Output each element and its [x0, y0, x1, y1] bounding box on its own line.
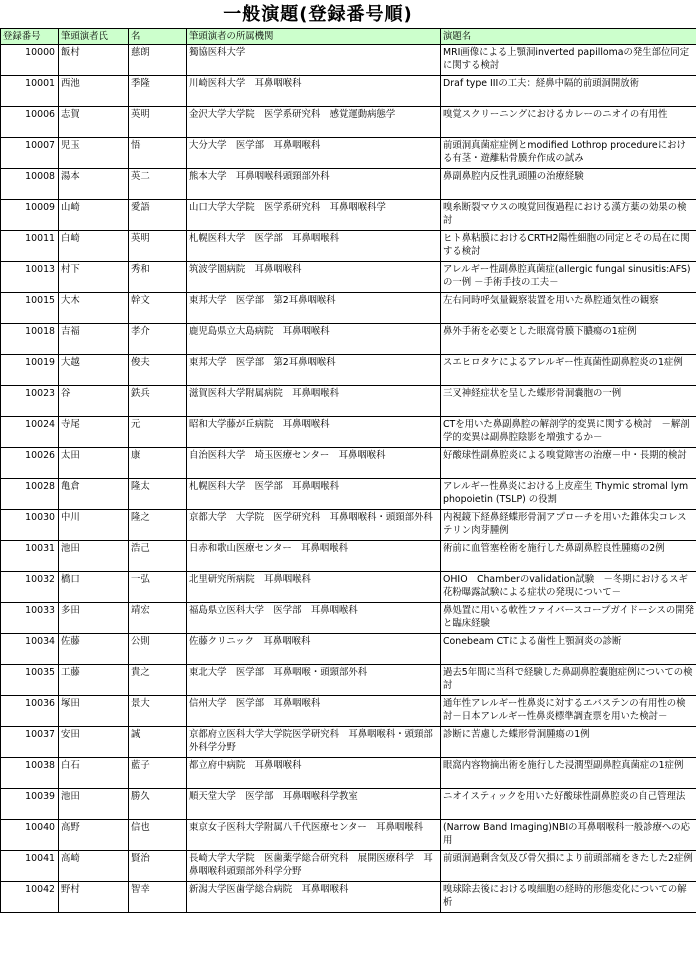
- cell-last-name: 飯村: [59, 45, 129, 76]
- cell-first-name: 英明: [129, 107, 187, 138]
- page-title: [0, 2, 696, 28]
- cell-number: 10019: [1, 355, 59, 386]
- cell-number: 10026: [1, 448, 59, 479]
- cell-topic: ニオイスティックを用いた好酸球性副鼻腔炎の自己管理法: [441, 789, 696, 820]
- table-row: [1, 355, 696, 386]
- cell-affiliation: 昭和大学藤が丘病院 耳鼻咽喉科: [187, 417, 441, 448]
- cell-affiliation: 獨協医科大学: [187, 45, 441, 76]
- cell-last-name: 亀倉: [59, 479, 129, 510]
- table-row: [1, 851, 696, 882]
- cell-topic: 嗅糸断裂マウスの嗅覚回復過程における漢方薬の効果の検討: [441, 200, 696, 231]
- cell-first-name: 一弘: [129, 572, 187, 603]
- cell-last-name: 大越: [59, 355, 129, 386]
- cell-last-name: 高野: [59, 820, 129, 851]
- table-row: [1, 417, 696, 448]
- cell-first-name: 康: [129, 448, 187, 479]
- table-row: [1, 789, 696, 820]
- cell-affiliation: 東邦大学 医学部 第2耳鼻咽喉科: [187, 355, 441, 386]
- cell-number: 10036: [1, 696, 59, 727]
- cell-affiliation: 鹿児島県立大島病院 耳鼻咽喉科: [187, 324, 441, 355]
- cell-first-name: 俊夫: [129, 355, 187, 386]
- cell-affiliation: 長崎大学大学院 医歯薬学総合研究科 展開医療科学 耳鼻咽喉科頭頸部外科学分野: [187, 851, 441, 882]
- cell-affiliation: 山口大学大学院 医学系研究科 耳鼻咽喉科学: [187, 200, 441, 231]
- cell-number: 10015: [1, 293, 59, 324]
- header-number: 登録番号: [1, 29, 59, 45]
- cell-affiliation: 北里研究所病院 耳鼻咽喉科: [187, 572, 441, 603]
- cell-affiliation: 東北大学 医学部 耳鼻咽喉・頭頸部外科: [187, 665, 441, 696]
- cell-affiliation: 新潟大学医歯学総合病院 耳鼻咽喉科: [187, 882, 441, 913]
- header-affiliation: 筆頭演者の所属機関: [187, 29, 441, 45]
- cell-last-name: 寺尾: [59, 417, 129, 448]
- cell-topic: アレルギー性鼻炎における上皮産生 Thymic stromal lymphopoietin (TSLP) の役割: [441, 479, 696, 510]
- table-row: [1, 510, 696, 541]
- cell-number: 10037: [1, 727, 59, 758]
- cell-number: 10018: [1, 324, 59, 355]
- cell-topic: 過去5年間に当科で経験した鼻副鼻腔嚢胞症例についての検討: [441, 665, 696, 696]
- cell-first-name: 鉄兵: [129, 386, 187, 417]
- cell-last-name: 志賀: [59, 107, 129, 138]
- cell-first-name: 誠: [129, 727, 187, 758]
- header-row: [1, 29, 696, 45]
- cell-last-name: 池田: [59, 789, 129, 820]
- table-row: [1, 758, 696, 789]
- cell-number: 10000: [1, 45, 59, 76]
- header-first-name: 名: [129, 29, 187, 45]
- cell-first-name: 悟: [129, 138, 187, 169]
- cell-number: 10028: [1, 479, 59, 510]
- cell-last-name: 白崎: [59, 231, 129, 262]
- cell-topic: 鼻外手術を必要とした眼窩骨膜下膿瘍の1症例: [441, 324, 696, 355]
- cell-topic: スエヒロタケによるアレルギー性真菌性副鼻腔炎の1症例: [441, 355, 696, 386]
- cell-first-name: 貴之: [129, 665, 187, 696]
- cell-topic: 診断に苦慮した蝶形骨洞腫瘍の1例: [441, 727, 696, 758]
- cell-topic: 前頭洞過剰含気及び骨欠損により前頭部痛をきたした2症例: [441, 851, 696, 882]
- cell-last-name: 安田: [59, 727, 129, 758]
- cell-last-name: 児玉: [59, 138, 129, 169]
- table-row: [1, 293, 696, 324]
- table-row: [1, 262, 696, 293]
- cell-affiliation: 東邦大学 医学部 第2耳鼻咽喉科: [187, 293, 441, 324]
- cell-first-name: 慈朗: [129, 45, 187, 76]
- cell-first-name: 元: [129, 417, 187, 448]
- table-row: [1, 386, 696, 417]
- cell-topic: 術前に血管塞栓術を施行した鼻副鼻腔良性腫瘍の2例: [441, 541, 696, 572]
- cell-topic: CTを用いた鼻副鼻腔の解剖学的変異に関する検討 －解剖学的変異は副鼻腔陰影を増強するか－: [441, 417, 696, 448]
- cell-first-name: 孝介: [129, 324, 187, 355]
- table-row: [1, 76, 696, 107]
- cell-last-name: 白石: [59, 758, 129, 789]
- cell-affiliation: 川崎医科大学 耳鼻咽喉科: [187, 76, 441, 107]
- cell-first-name: 智幸: [129, 882, 187, 913]
- table-row: [1, 603, 696, 634]
- table-row: [1, 231, 696, 262]
- cell-topic: 鼻処置に用いる軟性ファイバースコープガイドーシスの開発と臨床経験: [441, 603, 696, 634]
- cell-last-name: 中川: [59, 510, 129, 541]
- header-topic: 演題名: [441, 29, 696, 45]
- cell-last-name: 塚田: [59, 696, 129, 727]
- cell-number: 10039: [1, 789, 59, 820]
- table-row: [1, 200, 696, 231]
- cell-affiliation: 大分大学 医学部 耳鼻咽喉科: [187, 138, 441, 169]
- cell-first-name: 愛語: [129, 200, 187, 231]
- cell-topic: 好酸球性副鼻腔炎による嗅覚障害の治療－中・長期的検討: [441, 448, 696, 479]
- cell-topic: 嗅覚スクリーニングにおけるカレーのニオイの有用性: [441, 107, 696, 138]
- cell-last-name: 工藤: [59, 665, 129, 696]
- cell-last-name: 池田: [59, 541, 129, 572]
- cell-topic: Conebeam CTによる歯性上顎洞炎の診断: [441, 634, 696, 665]
- cell-number: 10008: [1, 169, 59, 200]
- table-row: [1, 727, 696, 758]
- cell-last-name: 吉福: [59, 324, 129, 355]
- table-row: [1, 820, 696, 851]
- cell-affiliation: 佐藤クリニック 耳鼻咽喉科: [187, 634, 441, 665]
- cell-number: 10038: [1, 758, 59, 789]
- cell-last-name: 湯本: [59, 169, 129, 200]
- cell-first-name: 靖宏: [129, 603, 187, 634]
- cell-last-name: 山崎: [59, 200, 129, 231]
- cell-first-name: 英二: [129, 169, 187, 200]
- cell-affiliation: 滋賀医科大学附属病院 耳鼻咽喉科: [187, 386, 441, 417]
- table-row: [1, 882, 696, 913]
- cell-first-name: 幹文: [129, 293, 187, 324]
- cell-affiliation: 京都大学 大学院 医学研究科 耳鼻咽喉科・頭頸部外科: [187, 510, 441, 541]
- cell-affiliation: 金沢大学大学院 医学系研究科 感覚運動病態学: [187, 107, 441, 138]
- table-row: [1, 479, 696, 510]
- abstract-table: [0, 28, 696, 913]
- table-row: [1, 324, 696, 355]
- cell-number: 10032: [1, 572, 59, 603]
- cell-number: 10035: [1, 665, 59, 696]
- cell-topic: ヒト鼻粘膜におけるCRTH2陽性細胞の同定とその局在に関する検討: [441, 231, 696, 262]
- cell-number: 10040: [1, 820, 59, 851]
- cell-topic: 眼窩内容物摘出術を施行した浸潤型副鼻腔真菌症の1症例: [441, 758, 696, 789]
- cell-first-name: 隆太: [129, 479, 187, 510]
- cell-affiliation: 札幌医科大学 医学部 耳鼻咽喉科: [187, 231, 441, 262]
- cell-affiliation: 都立府中病院 耳鼻咽喉科: [187, 758, 441, 789]
- cell-number: 10031: [1, 541, 59, 572]
- cell-number: 10011: [1, 231, 59, 262]
- cell-last-name: 橋口: [59, 572, 129, 603]
- cell-last-name: 西池: [59, 76, 129, 107]
- cell-affiliation: 札幌医科大学 医学部 耳鼻咽喉科: [187, 479, 441, 510]
- cell-first-name: 浩己: [129, 541, 187, 572]
- cell-number: 10041: [1, 851, 59, 882]
- cell-first-name: 信也: [129, 820, 187, 851]
- cell-affiliation: 自治医科大学 埼玉医療センター 耳鼻咽喉科: [187, 448, 441, 479]
- cell-number: 10024: [1, 417, 59, 448]
- table-row: [1, 665, 696, 696]
- cell-last-name: 野村: [59, 882, 129, 913]
- cell-topic: 三叉神経症状を呈した蝶形骨洞嚢胞の一例: [441, 386, 696, 417]
- cell-last-name: 多田: [59, 603, 129, 634]
- cell-topic: 左右同時呼気量観察装置を用いた鼻腔通気性の観察: [441, 293, 696, 324]
- table-row: [1, 572, 696, 603]
- cell-topic: 前頭洞真菌症症例とmodified Lothrop procedureにおける有茎・遊離粘骨膜弁作成の試み: [441, 138, 696, 169]
- cell-last-name: 高崎: [59, 851, 129, 882]
- cell-first-name: 英明: [129, 231, 187, 262]
- cell-last-name: 太田: [59, 448, 129, 479]
- table-row: [1, 45, 696, 76]
- cell-affiliation: 順天堂大学 医学部 耳鼻咽喉科学教室: [187, 789, 441, 820]
- table-row: [1, 107, 696, 138]
- cell-first-name: 景大: [129, 696, 187, 727]
- cell-last-name: 村下: [59, 262, 129, 293]
- cell-topic: (Narrow Band Imaging)NBIの耳鼻咽喉科一般診療への応用: [441, 820, 696, 851]
- cell-number: 10001: [1, 76, 59, 107]
- cell-last-name: 谷: [59, 386, 129, 417]
- cell-topic: 嗅球除去後における嗅細胞の経時的形態変化についての解析: [441, 882, 696, 913]
- cell-number: 10023: [1, 386, 59, 417]
- cell-affiliation: 東京女子医科大学附属八千代医療センター 耳鼻咽喉科: [187, 820, 441, 851]
- cell-affiliation: 熊本大学 耳鼻咽喉科頭頸部外科: [187, 169, 441, 200]
- cell-first-name: 勝久: [129, 789, 187, 820]
- table-row: [1, 169, 696, 200]
- cell-number: 10013: [1, 262, 59, 293]
- cell-last-name: 佐藤: [59, 634, 129, 665]
- table-row: [1, 138, 696, 169]
- cell-number: 10007: [1, 138, 59, 169]
- cell-first-name: 秀和: [129, 262, 187, 293]
- cell-number: 10034: [1, 634, 59, 665]
- cell-affiliation: 筑波学園病院 耳鼻咽喉科: [187, 262, 441, 293]
- cell-topic: Draf type IIIの工夫：経鼻中隔的前頭洞開放術: [441, 76, 696, 107]
- cell-affiliation: 日赤和歌山医療センター 耳鼻咽喉科: [187, 541, 441, 572]
- cell-topic: 鼻副鼻腔内反性乳頭腫の治療経験: [441, 169, 696, 200]
- cell-first-name: 賢治: [129, 851, 187, 882]
- cell-first-name: 公則: [129, 634, 187, 665]
- cell-first-name: 藍子: [129, 758, 187, 789]
- table-row: [1, 696, 696, 727]
- cell-number: 10042: [1, 882, 59, 913]
- table-body: [1, 45, 696, 913]
- cell-topic: OHIO Chamberのvalidation試験 －冬期におけるスギ花粉曝露試験による症状の発現について－: [441, 572, 696, 603]
- cell-last-name: 大木: [59, 293, 129, 324]
- cell-topic: MRI画像による上顎洞inverted papillomaの発生部位同定に関する検討: [441, 45, 696, 76]
- table-row: [1, 634, 696, 665]
- table-row: [1, 541, 696, 572]
- cell-first-name: 季隆: [129, 76, 187, 107]
- cell-topic: 内視鏡下経鼻経蝶形骨洞アプローチを用いた錐体尖コレステリン肉芽腫例: [441, 510, 696, 541]
- cell-number: 10009: [1, 200, 59, 231]
- header-last-name: 筆頭演者氏: [59, 29, 129, 45]
- cell-affiliation: 京都府立医科大学大学院医学研究科 耳鼻咽喉科・頭頸部外科学分野: [187, 727, 441, 758]
- cell-affiliation: 信州大学 医学部 耳鼻咽喉科: [187, 696, 441, 727]
- cell-affiliation: 福島県立医科大学 医学部 耳鼻咽喉科: [187, 603, 441, 634]
- cell-topic: 通年性アレルギー性鼻炎に対するエバステンの有用性の検討－日本アレルギー性鼻炎標準調査票を用いた検討－: [441, 696, 696, 727]
- table-row: [1, 448, 696, 479]
- cell-number: 10030: [1, 510, 59, 541]
- page-title-text: 一般演題(登録番号順): [223, 4, 413, 25]
- cell-number: 10006: [1, 107, 59, 138]
- cell-topic: アレルギー性副鼻腔真菌症(allergic fungal sinusitis:AFS)の一例 －手術手技の工夫－: [441, 262, 696, 293]
- cell-first-name: 隆之: [129, 510, 187, 541]
- cell-number: 10033: [1, 603, 59, 634]
